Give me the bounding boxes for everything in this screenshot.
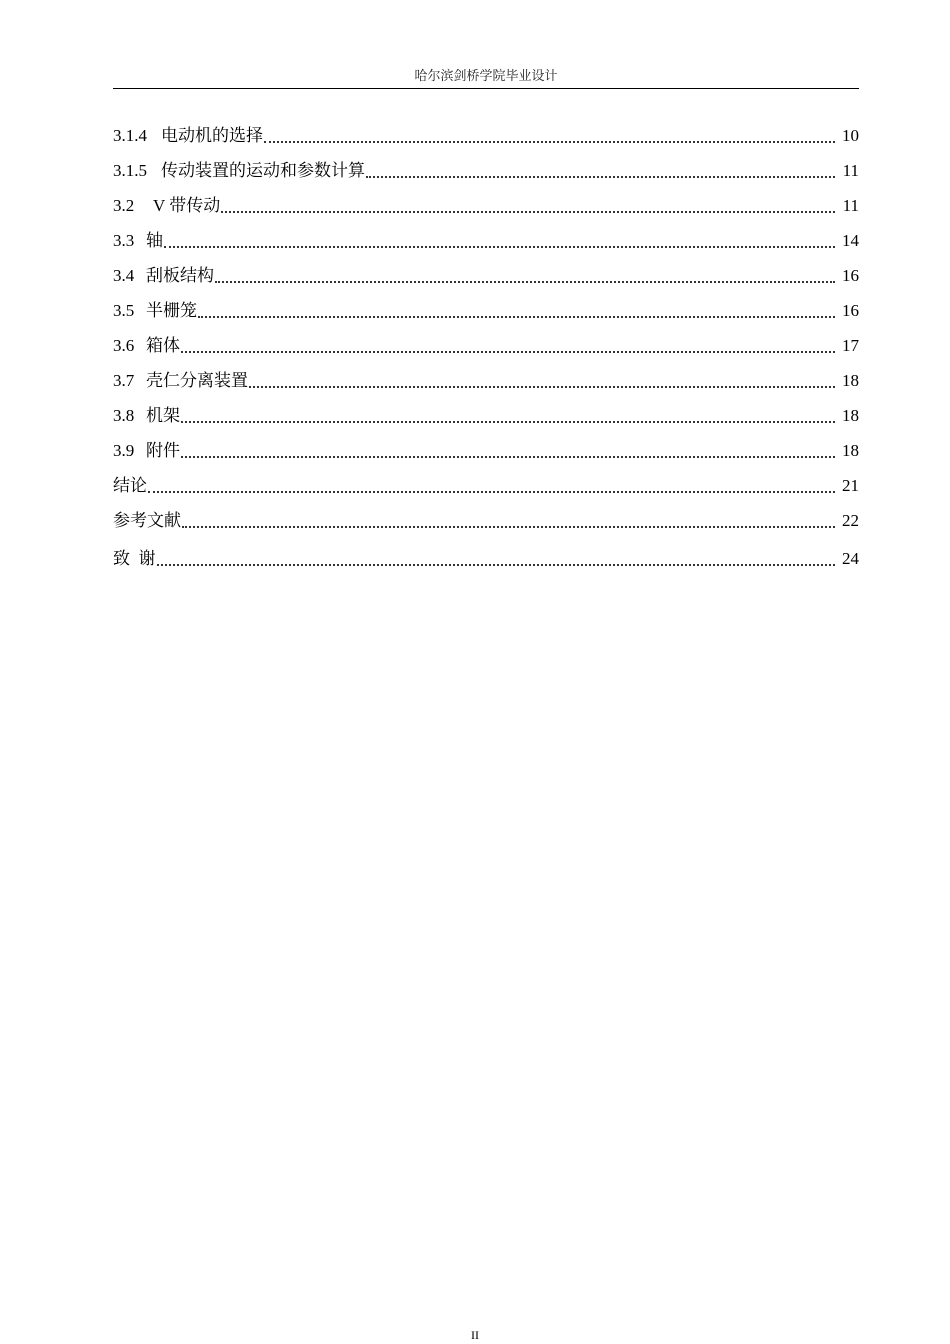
toc-entry[interactable] (113, 357, 859, 392)
toc-entry-page: 11 (842, 196, 859, 215)
toc-entry[interactable] (113, 287, 859, 322)
toc-entry[interactable] (113, 112, 859, 147)
toc-leader-dots (249, 376, 835, 388)
toc-entry-page: 14 (842, 231, 859, 250)
toc-entry-number: 3.2 (113, 196, 135, 215)
toc-entry[interactable] (113, 147, 859, 182)
toc-entry-number: 3.6 (113, 336, 135, 355)
toc-entry-page: 18 (842, 371, 859, 390)
toc-entry-number: 3.9 (113, 441, 135, 460)
toc-leader-dots (181, 341, 835, 353)
toc-entry-page: 18 (842, 441, 859, 460)
toc-entry-number: 3.8 (113, 406, 135, 425)
toc-leader-dots (157, 554, 836, 566)
toc-entry-title: 附件 (146, 441, 180, 460)
toc-entry-title: 电动机的选择 (161, 126, 263, 145)
toc-entry-page: 18 (842, 406, 859, 425)
toc-entry-title: 结论 (113, 476, 147, 495)
toc-entry[interactable] (113, 252, 859, 287)
toc-entry-title: 半栅笼 (146, 301, 197, 320)
toc-entry[interactable] (113, 462, 859, 497)
toc-leader-dots (181, 446, 835, 458)
toc-entry-title: 传动装置的运动和参数计算 (161, 161, 365, 180)
toc-entry[interactable] (113, 427, 859, 462)
toc-entry-number: 3.7 (113, 371, 135, 390)
toc-entry[interactable] (113, 182, 859, 217)
toc-entry-page: 16 (842, 301, 859, 320)
toc-entry[interactable] (113, 532, 859, 570)
page-footer (0, 1328, 950, 1342)
toc-entry-title: 壳仁分离装置 (146, 371, 248, 390)
toc-leader-dots (221, 201, 835, 213)
toc-entry-page: 11 (842, 161, 859, 180)
toc-entry-title: 箱体 (146, 336, 180, 355)
toc-leader-dots (264, 131, 835, 143)
toc-entry-number: 3.5 (113, 301, 135, 320)
toc-entry[interactable] (113, 497, 859, 532)
toc-entry-title: 轴 (146, 231, 163, 250)
page-number: II (471, 1328, 479, 1342)
header-title: 哈尔滨剑桥学院毕业设计 (414, 68, 558, 83)
toc-leader-dots (198, 306, 835, 318)
toc-entry-title: V 带传动 (153, 196, 221, 215)
toc-entry[interactable] (113, 217, 859, 252)
toc-entry-page: 24 (842, 549, 859, 568)
toc-entry-number: 3.4 (113, 266, 135, 285)
toc-entry-page: 17 (842, 336, 859, 355)
toc-entry-title: 机架 (146, 406, 180, 425)
toc-entry-number: 3.3 (113, 231, 135, 250)
toc-leader-dots (148, 481, 835, 493)
toc-entry[interactable] (113, 392, 859, 427)
toc-entry-number: 3.1.4 (113, 126, 147, 145)
toc-leader-dots (182, 516, 835, 528)
toc-entry[interactable] (113, 322, 859, 357)
toc-leader-dots (181, 411, 835, 423)
table-of-contents (113, 112, 859, 570)
toc-entry-page: 21 (842, 476, 859, 495)
toc-entry-title: 参考文献 (113, 511, 181, 530)
toc-entry-title: 刮板结构 (146, 266, 214, 285)
page-header (113, 66, 859, 89)
toc-entry-page: 22 (842, 511, 859, 530)
toc-leader-dots (366, 166, 835, 178)
toc-entry-number: 3.1.5 (113, 161, 147, 180)
toc-entry-title: 致 谢 (113, 549, 156, 568)
toc-entry-page: 16 (842, 266, 859, 285)
toc-entry-page: 10 (842, 126, 859, 145)
toc-leader-dots (164, 236, 835, 248)
toc-leader-dots (215, 271, 835, 283)
